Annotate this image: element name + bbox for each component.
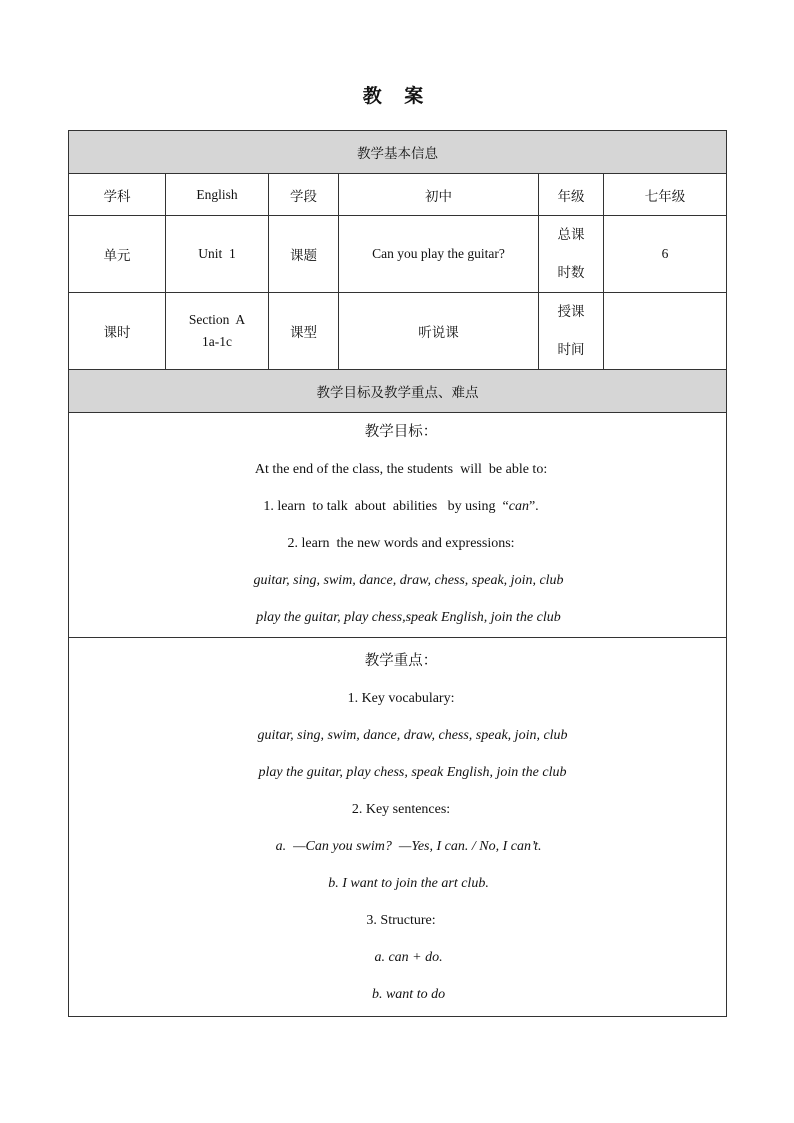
structure-b: b. want to do bbox=[371, 987, 446, 1002]
teaching-time-label-line1: 授课 bbox=[557, 304, 585, 320]
key-points-section bbox=[69, 638, 727, 1017]
key-sentences-title: 2. Key sentences: bbox=[351, 802, 451, 817]
topic-label: 课题 bbox=[269, 216, 339, 293]
lesson-type-value: 听说课 bbox=[339, 293, 539, 370]
objective-item-1-word: can bbox=[508, 499, 529, 514]
unit-label: 单元 bbox=[69, 216, 166, 293]
info-row-unit bbox=[69, 216, 727, 293]
document-title: 教 案 bbox=[362, 85, 432, 107]
total-hours-label bbox=[539, 216, 604, 293]
objective-words: guitar, sing, swim, dance, draw, chess, speak, join, club bbox=[253, 573, 564, 588]
objectives-heading: 教学目标： bbox=[364, 424, 438, 440]
period-value-line2: 1a-1c bbox=[202, 334, 232, 349]
basic-info-header: 教学基本信息 bbox=[69, 131, 727, 174]
teaching-time-label bbox=[539, 293, 604, 370]
structure-a: a. can + do. bbox=[374, 950, 443, 965]
period-value bbox=[166, 293, 269, 370]
total-hours-value: 6 bbox=[604, 216, 727, 293]
teaching-time-label-line2: 时间 bbox=[557, 342, 585, 358]
objective-item-1-suffix: ”. bbox=[528, 499, 539, 514]
structure-title: 3. Structure: bbox=[366, 913, 436, 928]
key-vocabulary-title: 1. Key vocabulary: bbox=[347, 691, 455, 706]
objectives-row bbox=[69, 413, 727, 638]
info-row-subject bbox=[69, 174, 727, 216]
stage-label: 学段 bbox=[269, 174, 339, 216]
objective-phrases: play the guitar, play chess,speak English, join the club bbox=[256, 610, 561, 625]
key-sentence-b: b. I want to join the art club. bbox=[328, 876, 489, 891]
lesson-plan-table bbox=[68, 130, 727, 1017]
objectives-header: 教学目标及教学重点、难点 bbox=[69, 370, 727, 413]
subject-value: English bbox=[166, 174, 269, 216]
subject-label: 学科 bbox=[69, 174, 166, 216]
objectives-section bbox=[69, 413, 727, 638]
key-vocabulary-phrases: play the guitar, play chess, speak English, join the club bbox=[258, 765, 567, 780]
lesson-type-label: 课型 bbox=[269, 293, 339, 370]
unit-value: Unit 1 bbox=[166, 216, 269, 293]
teaching-time-value bbox=[604, 293, 727, 370]
objective-item-2: 2. learn the new words and expressions: bbox=[287, 536, 515, 551]
objectives-header-row bbox=[69, 370, 727, 413]
key-sentence-a: a. —Can you swim? —Yes, I can. / No, I can’t. bbox=[275, 839, 542, 854]
stage-value: 初中 bbox=[339, 174, 539, 216]
grade-label: 年级 bbox=[539, 174, 604, 216]
grade-value: 七年级 bbox=[604, 174, 727, 216]
objective-item-1 bbox=[69, 488, 726, 525]
topic-value: Can you play the guitar? bbox=[339, 216, 539, 293]
key-points-heading: 教学重点： bbox=[364, 653, 438, 669]
key-points-row bbox=[69, 638, 727, 1017]
key-vocabulary-words: guitar, sing, swim, dance, draw, chess, speak, join, club bbox=[257, 728, 568, 743]
period-label: 课时 bbox=[69, 293, 166, 370]
total-hours-label-line2: 时数 bbox=[557, 265, 585, 281]
objectives-intro: At the end of the class, the students will be able to: bbox=[254, 462, 548, 477]
period-value-line1: Section A bbox=[188, 312, 246, 327]
basic-info-header-row bbox=[69, 131, 727, 174]
info-row-period bbox=[69, 293, 727, 370]
total-hours-label-line1: 总课 bbox=[557, 227, 585, 243]
objective-item-1-prefix: 1. learn to talk about abilities by using “ bbox=[263, 499, 509, 514]
